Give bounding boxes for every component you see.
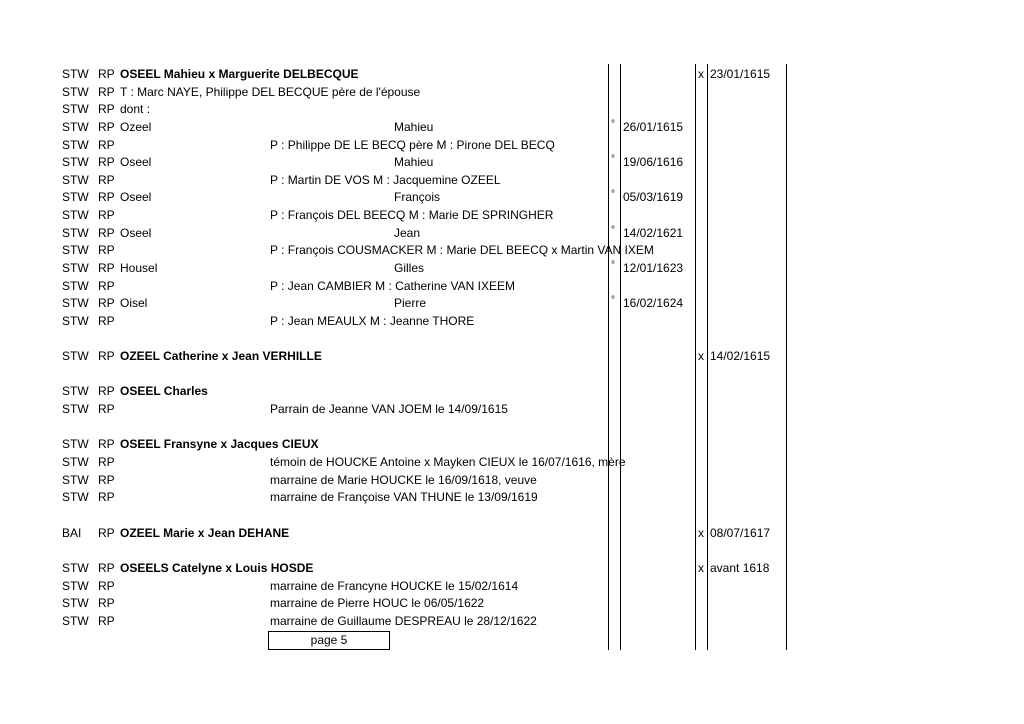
table-row [0,260,1024,277]
cell-name: Oseel [120,226,152,240]
cell-detail: P : François COUSMACKER M : Marie DEL BEECQ x Martin VAN IXEM [270,243,654,257]
table-row [0,295,1024,312]
cell-name: Housel [120,261,158,275]
table-row [0,101,1024,118]
cell-rp: RP [98,279,115,293]
cell-arch: STW [62,279,89,293]
cell-mdate: 08/07/1617 [710,526,771,540]
cell-rp: RP [98,614,115,628]
page-number-box [268,631,390,650]
cell-detail: P : Jean MEAULX M : Jeanne THORE [270,314,475,328]
cell-name: OSEEL Charles [120,384,208,398]
cell-bmark: ° [611,189,615,200]
cell-rp: RP [98,526,115,540]
table-row [0,172,1024,189]
cell-bdate: 19/06/1616 [623,155,684,169]
cell-detail: témoin de HOUCKE Antoine x Mayken CIEUX le 16/07/1616, mère [270,455,626,469]
cell-first: Pierre [394,296,427,310]
cell-arch: STW [62,561,89,575]
cell-arch: STW [62,120,89,134]
table-row [0,278,1024,295]
table-row [0,401,1024,418]
cell-arch: STW [62,579,89,593]
cell-arch: STW [62,402,89,416]
cell-rp: RP [98,138,115,152]
cell-detail: P : Philippe DE LE BECQ père M : Pirone DEL BECQ [270,138,555,152]
table-row [0,119,1024,136]
cell-bdate: 12/01/1623 [623,261,684,275]
cell-arch: STW [62,208,89,222]
cell-rp: RP [98,67,115,81]
cell-detail: P : Jean CAMBIER M : Catherine VAN IXEEM [270,279,515,293]
cell-mmark: x [698,561,704,575]
cell-detail: marraine de Marie HOUCKE le 16/09/1618, veuve [270,473,537,487]
cell-bmark: ° [611,119,615,130]
table-row [0,436,1024,453]
cell-arch: STW [62,455,89,469]
cell-bmark: ° [611,225,615,236]
cell-name: dont : [120,102,151,116]
cell-arch: STW [62,173,89,187]
table-row [0,595,1024,612]
cell-arch: STW [62,102,89,116]
cell-arch: STW [62,614,89,628]
cell-rp: RP [98,384,115,398]
cell-arch: STW [62,490,89,504]
cell-rp: RP [98,314,115,328]
cell-rp: RP [98,349,115,363]
cell-name: OSEEL Mahieu x Marguerite DELBECQUE [120,67,359,81]
cell-mmark: x [698,349,704,363]
cell-mmark: x [698,526,704,540]
table-row [0,454,1024,471]
cell-bdate: 16/02/1624 [623,296,684,310]
table-row [0,613,1024,630]
cell-name: OSEEL Fransyne x Jacques CIEUX [120,437,319,451]
cell-rp: RP [98,243,115,257]
cell-arch: STW [62,155,89,169]
table-row [0,578,1024,595]
cell-arch: STW [62,190,89,204]
cell-bdate: 26/01/1615 [623,120,684,134]
table-row [0,313,1024,330]
cell-rp: RP [98,208,115,222]
cell-mdate: 23/01/1615 [710,67,771,81]
cell-name: Oisel [120,296,148,310]
cell-detail: Parrain de Jeanne VAN JOEM le 14/09/1615 [270,402,508,416]
cell-detail: marraine de Francyne HOUCKE le 15/02/1614 [270,579,519,593]
cell-first: Jean [394,226,421,240]
cell-mmark: x [698,67,704,81]
cell-rp: RP [98,85,115,99]
cell-arch: STW [62,243,89,257]
cell-rp: RP [98,402,115,416]
cell-rp: RP [98,296,115,310]
cell-mdate: avant 1618 [710,561,770,575]
cell-rp: RP [98,455,115,469]
table-row [0,383,1024,400]
cell-detail: marraine de Françoise VAN THUNE le 13/09/1619 [270,490,538,504]
cell-name: OZEEL Catherine x Jean VERHILLE [120,349,322,363]
cell-arch: STW [62,67,89,81]
table-row [0,472,1024,489]
table-row [0,225,1024,242]
table-row [0,560,1024,577]
cell-detail: marraine de Pierre HOUC le 06/05/1622 [270,596,485,610]
cell-first: François [394,190,441,204]
cell-first: Gilles [394,261,425,275]
cell-rp: RP [98,473,115,487]
cell-arch: STW [62,226,89,240]
cell-detail: P : François DEL BEECQ M : Marie DE SPRINGHER [270,208,554,222]
cell-rp: RP [98,596,115,610]
cell-name: T : Marc NAYE, Philippe DEL BECQUE père de l'épouse [120,85,421,99]
cell-arch: STW [62,296,89,310]
cell-rp: RP [98,490,115,504]
table-row [0,84,1024,101]
cell-arch: STW [62,138,89,152]
cell-first: Mahieu [394,120,434,134]
cell-arch: STW [62,596,89,610]
cell-bdate: 14/02/1621 [623,226,684,240]
cell-rp: RP [98,190,115,204]
table-row [0,189,1024,206]
cell-detail: P : Martin DE VOS M : Jacquemine OZEEL [270,173,501,187]
cell-arch: STW [62,314,89,328]
cell-rp: RP [98,579,115,593]
page-number: page 5 [310,633,348,647]
table-row [0,66,1024,83]
cell-arch: STW [62,473,89,487]
cell-bmark: ° [611,260,615,271]
cell-detail: marraine de Guillaume DESPREAU le 28/12/1622 [270,614,537,628]
table-row [0,154,1024,171]
cell-arch: STW [62,261,89,275]
cell-rp: RP [98,226,115,240]
cell-rp: RP [98,120,115,134]
table-row [0,242,1024,259]
cell-bdate: 05/03/1619 [623,190,684,204]
table-row [0,137,1024,154]
cell-name: Ozeel [120,120,152,134]
cell-rp: RP [98,102,115,116]
cell-arch: STW [62,349,89,363]
cell-bmark: ° [611,295,615,306]
cell-rp: RP [98,261,115,275]
cell-arch: STW [62,384,89,398]
table-row [0,348,1024,365]
cell-name: Oseel [120,190,152,204]
cell-rp: RP [98,173,115,187]
cell-mdate: 14/02/1615 [710,349,771,363]
table-row [0,489,1024,506]
cell-arch: STW [62,85,89,99]
table-row [0,207,1024,224]
cell-name: Oseel [120,155,152,169]
cell-rp: RP [98,437,115,451]
cell-bmark: ° [611,154,615,165]
cell-name: OZEEL Marie x Jean DEHANE [120,526,290,540]
table-row [0,525,1024,542]
cell-arch: BAI [62,526,82,540]
cell-rp: RP [98,155,115,169]
cell-arch: STW [62,437,89,451]
cell-rp: RP [98,561,115,575]
cell-name: OSEELS Catelyne x Louis HOSDE [120,561,314,575]
cell-first: Mahieu [394,155,434,169]
